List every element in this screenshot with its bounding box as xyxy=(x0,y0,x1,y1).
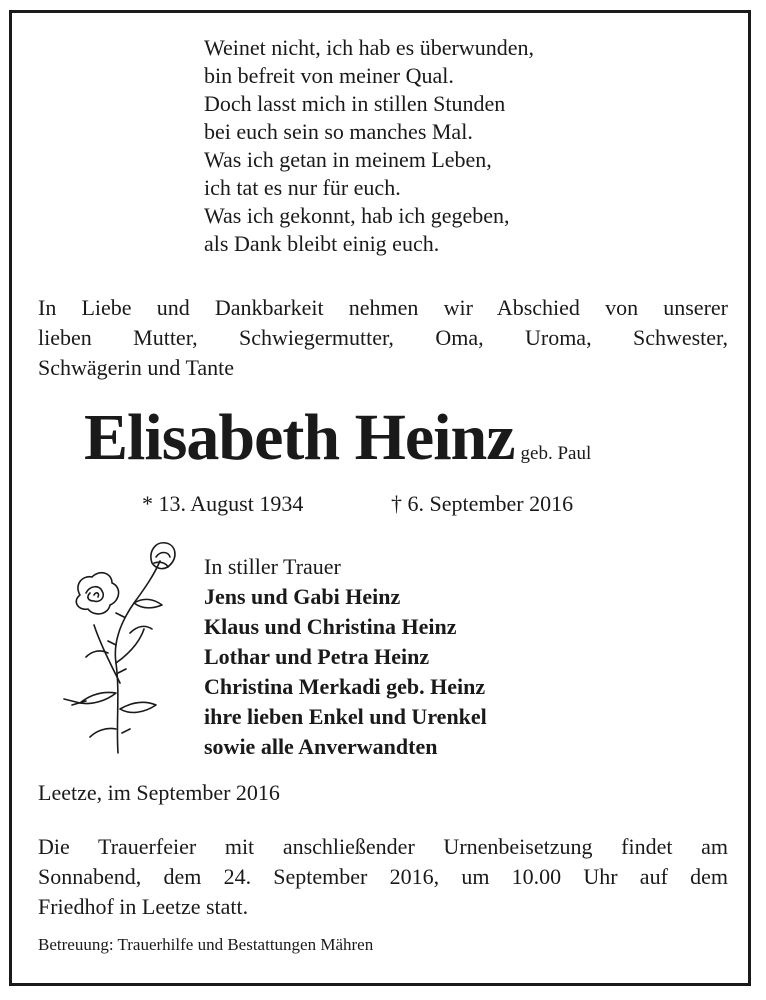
mourner-name: sowie alle Anverwandten xyxy=(204,734,438,759)
farewell-text xyxy=(38,293,728,383)
farewell-line: Schwägerin und Tante xyxy=(38,355,235,380)
mourner-name: Lothar und Petra Heinz xyxy=(204,644,430,669)
rose-drawing-icon xyxy=(50,533,190,758)
poem-line: als Dank bleibt einig euch. xyxy=(204,231,440,256)
mourner-name: ihre lieben Enkel und Urenkel xyxy=(204,704,487,729)
poem-line: Weinet nicht, ich hab es überwunden, xyxy=(204,35,534,60)
mourner-name: Klaus und Christina Heinz xyxy=(204,614,457,639)
mourners-heading: In stiller Trauer xyxy=(204,554,341,579)
mourners-list xyxy=(204,552,487,762)
poem xyxy=(204,34,534,258)
death-date: † 6. September 2016 xyxy=(391,491,574,516)
deceased-name-row xyxy=(84,398,591,478)
poem-line: Doch lasst mich in stillen Stunden xyxy=(204,91,506,116)
poem-line: ich tat es nur für euch. xyxy=(204,175,401,200)
farewell-line: In Liebe und Dankbarkeit nehmen wir Abschied von unserer xyxy=(38,295,728,320)
mourner-name: Jens und Gabi Heinz xyxy=(204,584,401,609)
farewell-line: lieben Mutter, Schwiegermutter, Oma, Uroma, Schwester, xyxy=(38,325,728,350)
deceased-name: Elisabeth Heinz xyxy=(84,401,515,474)
birth-date: * 13. August 1934 xyxy=(142,491,304,516)
service-info xyxy=(38,832,728,922)
mourner-name: Christina Merkadi geb. Heinz xyxy=(204,674,486,699)
service-line: Sonnabend, dem 24. September 2016, um 10.00 Uhr auf dem xyxy=(38,864,728,889)
service-line: Die Trauerfeier mit anschließender Urnenbeisetzung findet am xyxy=(38,834,728,859)
place-date: Leetze, im September 2016 xyxy=(38,780,280,805)
maiden-name: geb. Paul xyxy=(520,443,592,464)
poem-line: Was ich getan in meinem Leben, xyxy=(204,147,492,172)
funeral-home-credit: Betreuung: Trauerhilfe und Bestattungen Mähren xyxy=(38,935,374,954)
service-line: Friedhof in Leetze statt. xyxy=(38,894,249,919)
poem-line: bei euch sein so manches Mal. xyxy=(204,119,473,144)
poem-line: Was ich gekonnt, hab ich gegeben, xyxy=(204,203,510,228)
poem-line: bin befreit von meiner Qual. xyxy=(204,63,454,88)
